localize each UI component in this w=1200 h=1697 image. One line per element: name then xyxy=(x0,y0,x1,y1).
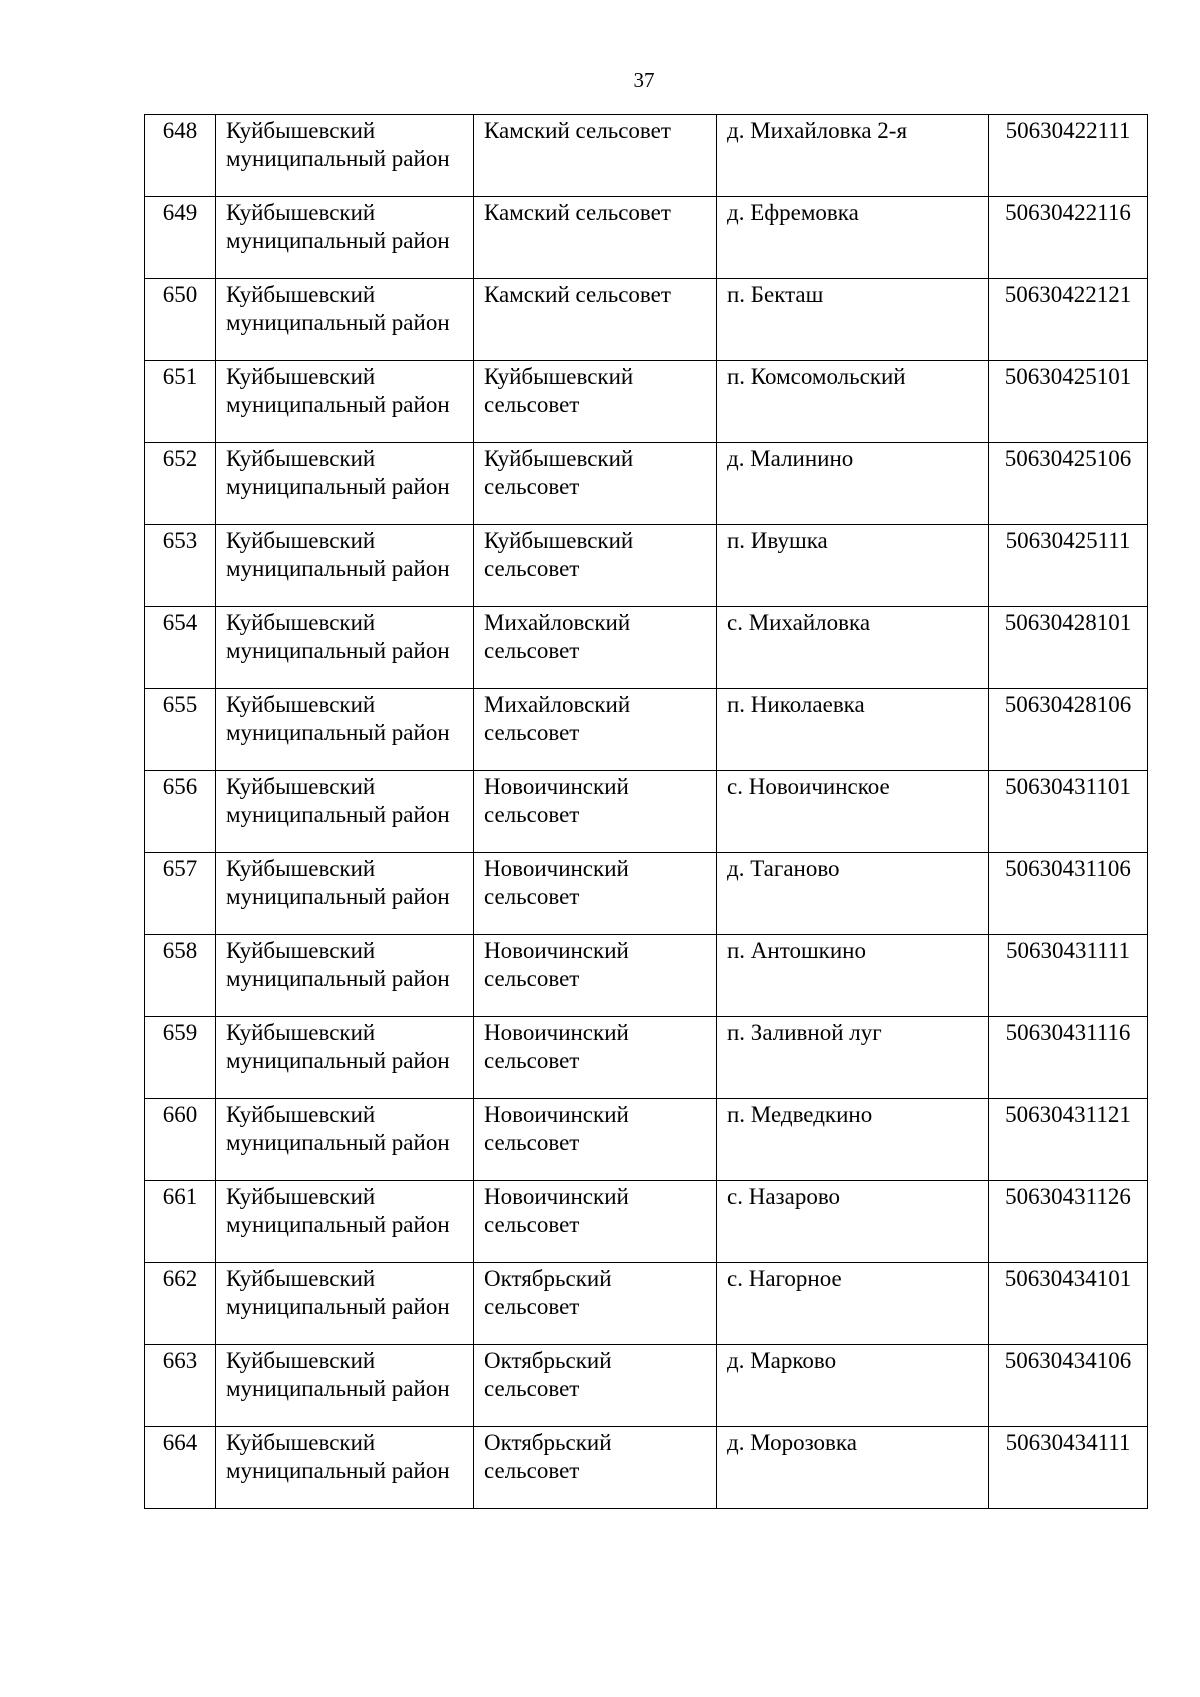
district-cell: Куйбышевский муниципальный район xyxy=(216,525,474,607)
oktmo-code-cell: 50630431121 xyxy=(989,1099,1148,1181)
settlement-cell: п. Медведкино xyxy=(717,1099,989,1181)
table-row xyxy=(145,771,1148,853)
row-number-cell: 660 xyxy=(145,1099,216,1181)
table-row xyxy=(145,1099,1148,1181)
council-cell: Новоичинский сельсовет xyxy=(474,935,717,1017)
settlement-cell: п. Комсомольский xyxy=(717,361,989,443)
settlement-cell: с. Нагорное xyxy=(717,1263,989,1345)
oktmo-code-cell: 50630431126 xyxy=(989,1181,1148,1263)
settlement-cell: п. Николаевка xyxy=(717,689,989,771)
oktmo-code-cell: 50630431101 xyxy=(989,771,1148,853)
settlement-cell: д. Малинино xyxy=(717,443,989,525)
council-cell: Новоичинский сельсовет xyxy=(474,1017,717,1099)
settlement-cell: д. Таганово xyxy=(717,853,989,935)
settlement-cell: с. Новоичинское xyxy=(717,771,989,853)
row-number-cell: 648 xyxy=(145,115,216,197)
settlement-cell: с. Михайловка xyxy=(717,607,989,689)
oktmo-code-cell: 50630422111 xyxy=(989,115,1148,197)
oktmo-code-cell: 50630431106 xyxy=(989,853,1148,935)
oktmo-code-cell: 50630428101 xyxy=(989,607,1148,689)
table-row xyxy=(145,689,1148,771)
council-cell: Куйбышевский сельсовет xyxy=(474,443,717,525)
council-cell: Новоичинский сельсовет xyxy=(474,853,717,935)
row-number-cell: 658 xyxy=(145,935,216,1017)
council-cell: Камский сельсовет xyxy=(474,115,717,197)
table-row xyxy=(145,115,1148,197)
row-number-cell: 661 xyxy=(145,1181,216,1263)
district-cell: Куйбышевский муниципальный район xyxy=(216,1017,474,1099)
settlement-cell: п. Заливной луг xyxy=(717,1017,989,1099)
council-cell: Михайловский сельсовет xyxy=(474,607,717,689)
oktmo-code-cell: 50630425101 xyxy=(989,361,1148,443)
row-number-cell: 656 xyxy=(145,771,216,853)
page-number: 37 xyxy=(633,68,655,92)
settlement-cell: п. Антошкино xyxy=(717,935,989,1017)
table-row xyxy=(145,853,1148,935)
row-number-cell: 655 xyxy=(145,689,216,771)
table-row xyxy=(145,1017,1148,1099)
row-number-cell: 651 xyxy=(145,361,216,443)
table-row xyxy=(145,361,1148,443)
table-row xyxy=(145,443,1148,525)
table-row xyxy=(145,935,1148,1017)
row-number-cell: 652 xyxy=(145,443,216,525)
oktmo-code-cell: 50630434111 xyxy=(989,1427,1148,1509)
settlement-cell: д. Морозовка xyxy=(717,1427,989,1509)
council-cell: Октябрьский сельсовет xyxy=(474,1345,717,1427)
council-cell: Куйбышевский сельсовет xyxy=(474,361,717,443)
row-number-cell: 657 xyxy=(145,853,216,935)
oktmo-code-cell: 50630431111 xyxy=(989,935,1148,1017)
settlement-cell: с. Назарово xyxy=(717,1181,989,1263)
table-row xyxy=(145,1345,1148,1427)
oktmo-code-cell: 50630434106 xyxy=(989,1345,1148,1427)
council-cell: Новоичинский сельсовет xyxy=(474,1181,717,1263)
oktmo-code-cell: 50630422121 xyxy=(989,279,1148,361)
settlement-cell: д. Ефремовка xyxy=(717,197,989,279)
table-row xyxy=(145,279,1148,361)
settlement-cell: д. Михайловка 2-я xyxy=(717,115,989,197)
district-cell: Куйбышевский муниципальный район xyxy=(216,1427,474,1509)
district-cell: Куйбышевский муниципальный район xyxy=(216,1345,474,1427)
district-cell: Куйбышевский муниципальный район xyxy=(216,197,474,279)
district-cell: Куйбышевский муниципальный район xyxy=(216,771,474,853)
settlement-cell: д. Марково xyxy=(717,1345,989,1427)
table-row xyxy=(145,1263,1148,1345)
district-cell: Куйбышевский муниципальный район xyxy=(216,689,474,771)
row-number-cell: 654 xyxy=(145,607,216,689)
table-row xyxy=(145,1427,1148,1509)
district-cell: Куйбышевский муниципальный район xyxy=(216,1263,474,1345)
oktmo-code-cell: 50630425106 xyxy=(989,443,1148,525)
council-cell: Камский сельсовет xyxy=(474,197,717,279)
council-cell: Камский сельсовет xyxy=(474,279,717,361)
table-row xyxy=(145,1181,1148,1263)
council-cell: Куйбышевский сельсовет xyxy=(474,525,717,607)
council-cell: Октябрьский сельсовет xyxy=(474,1263,717,1345)
oktmo-code-cell: 50630431116 xyxy=(989,1017,1148,1099)
row-number-cell: 659 xyxy=(145,1017,216,1099)
district-cell: Куйбышевский муниципальный район xyxy=(216,1099,474,1181)
oktmo-code-cell: 50630425111 xyxy=(989,525,1148,607)
row-number-cell: 650 xyxy=(145,279,216,361)
row-number-cell: 653 xyxy=(145,525,216,607)
table-row xyxy=(145,607,1148,689)
table-row xyxy=(145,197,1148,279)
row-number-cell: 663 xyxy=(145,1345,216,1427)
settlement-cell: п. Ивушка xyxy=(717,525,989,607)
settlements-table xyxy=(144,114,1148,1509)
table-body xyxy=(145,115,1148,1509)
oktmo-code-cell: 50630422116 xyxy=(989,197,1148,279)
district-cell: Куйбышевский муниципальный район xyxy=(216,361,474,443)
council-cell: Новоичинский сельсовет xyxy=(474,771,717,853)
council-cell: Новоичинский сельсовет xyxy=(474,1099,717,1181)
settlement-cell: п. Бекташ xyxy=(717,279,989,361)
table-row xyxy=(145,525,1148,607)
district-cell: Куйбышевский муниципальный район xyxy=(216,279,474,361)
council-cell: Михайловский сельсовет xyxy=(474,689,717,771)
row-number-cell: 664 xyxy=(145,1427,216,1509)
district-cell: Куйбышевский муниципальный район xyxy=(216,607,474,689)
row-number-cell: 662 xyxy=(145,1263,216,1345)
district-cell: Куйбышевский муниципальный район xyxy=(216,443,474,525)
district-cell: Куйбышевский муниципальный район xyxy=(216,853,474,935)
district-cell: Куйбышевский муниципальный район xyxy=(216,1181,474,1263)
council-cell: Октябрьский сельсовет xyxy=(474,1427,717,1509)
oktmo-code-cell: 50630428106 xyxy=(989,689,1148,771)
row-number-cell: 649 xyxy=(145,197,216,279)
district-cell: Куйбышевский муниципальный район xyxy=(216,115,474,197)
oktmo-code-cell: 50630434101 xyxy=(989,1263,1148,1345)
district-cell: Куйбышевский муниципальный район xyxy=(216,935,474,1017)
